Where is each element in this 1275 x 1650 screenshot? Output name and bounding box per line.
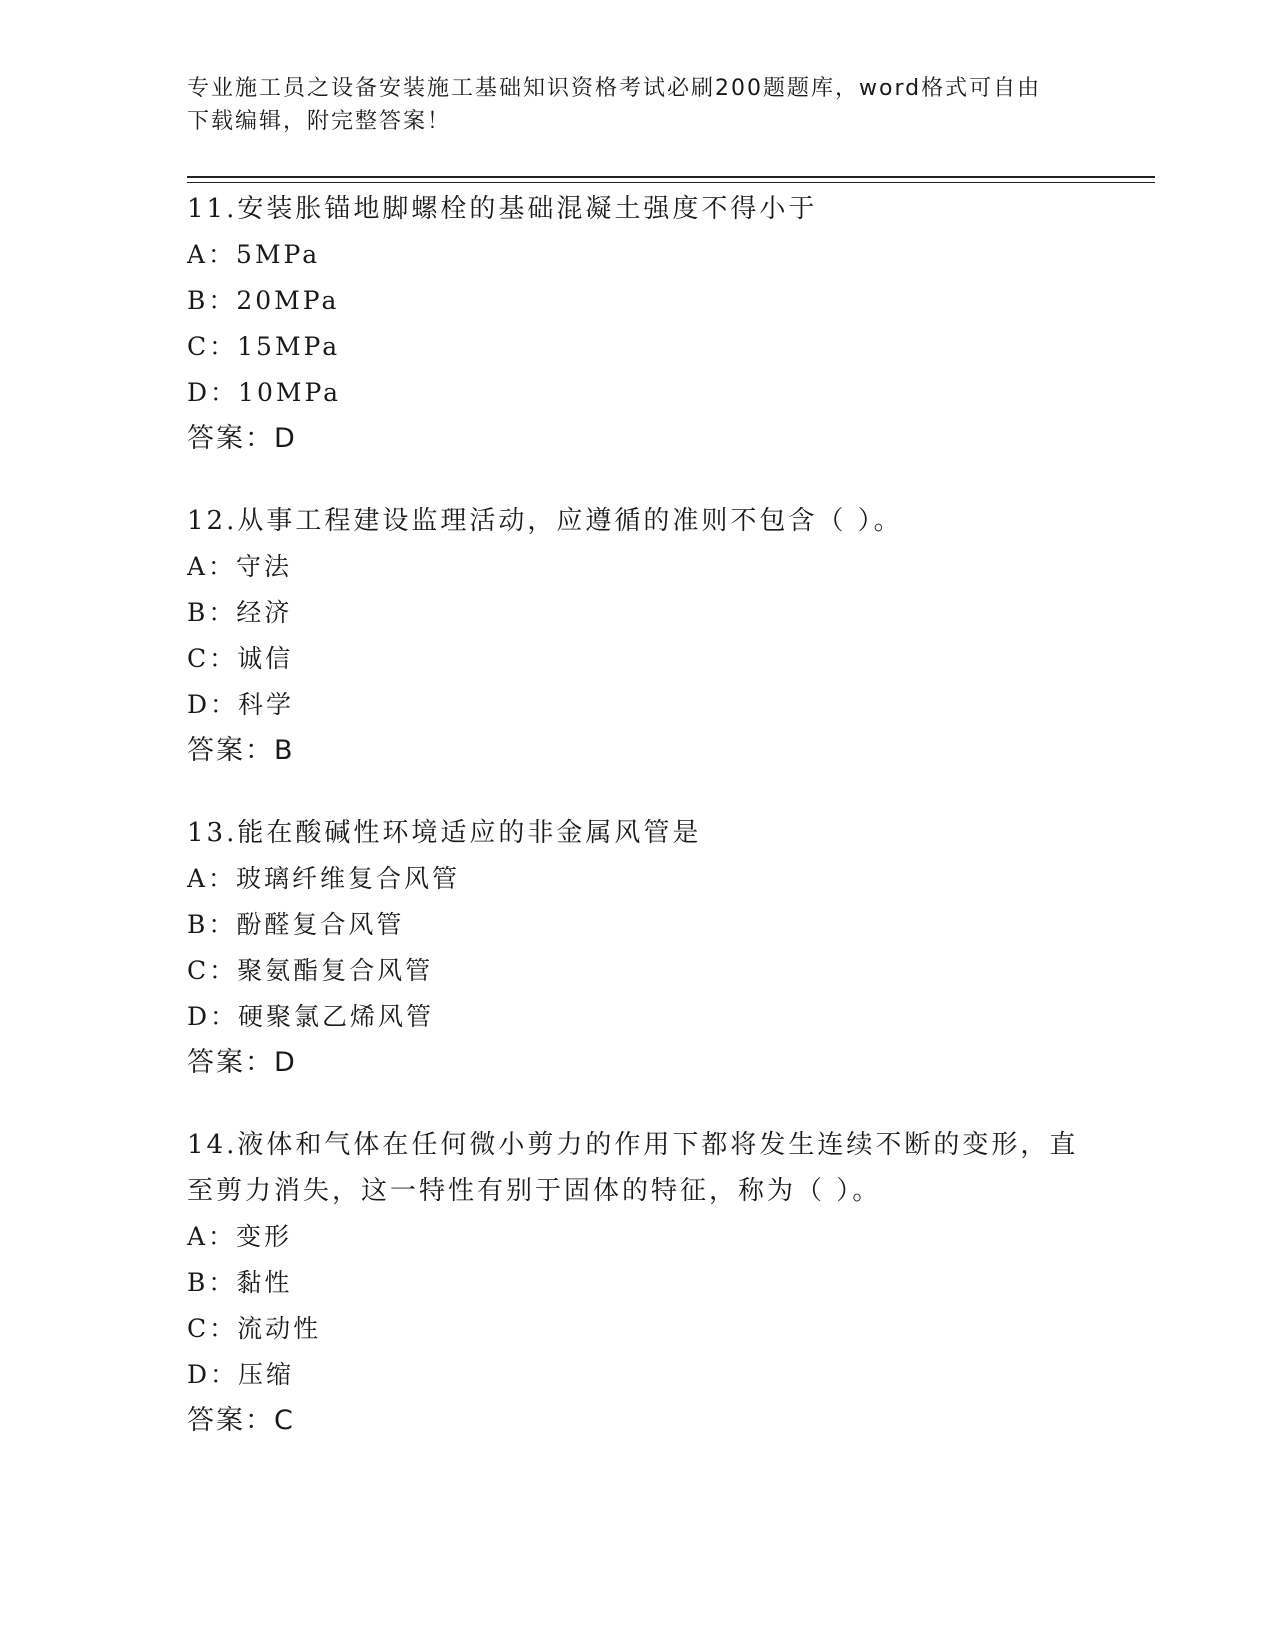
option-b: B：经济 (187, 598, 293, 627)
question-stem: 13.能在酸碱性环境适应的非金属风管是 (187, 818, 702, 848)
question-stem-line-1: 14.液体和气体在任何微小剪力的作用下都将发生连续不断的变形，直 (187, 1130, 1079, 1160)
header-line-1: 专业施工员之设备安装施工基础知识资格考试必刷200题题库，word格式可自由 (187, 76, 1042, 101)
option-c: C：流动性 (187, 1314, 322, 1343)
question-12 (187, 498, 1087, 774)
option-c: C：聚氨酯复合风管 (187, 956, 434, 985)
header-line-2: 下载编辑，附完整答案！ (187, 109, 452, 134)
question-13 (187, 810, 1087, 1086)
question-14 (187, 1122, 1087, 1444)
question-stem-line-2: 至剪力消失，这一特性有别于固体的特征，称为（ ）。 (187, 1176, 882, 1206)
option-d: D：硬聚氯乙烯风管 (187, 1002, 435, 1031)
document-header (187, 72, 1087, 138)
option-d: D：科学 (187, 690, 295, 719)
option-d: D：压缩 (187, 1360, 295, 1389)
question-11 (187, 186, 1087, 462)
answer: 答案：B (187, 735, 295, 766)
option-a: A：守法 (187, 552, 293, 581)
answer: 答案：D (187, 1047, 297, 1078)
option-a: A：5MPa (187, 240, 321, 269)
option-a: A：玻璃纤维复合风管 (187, 864, 461, 893)
option-a: A：变形 (187, 1222, 293, 1251)
option-d: D：10MPa (187, 378, 342, 407)
answer: 答案：C (187, 1405, 295, 1436)
option-b: B：酚醛复合风管 (187, 910, 405, 939)
option-b: B：黏性 (187, 1268, 293, 1297)
question-stem: 11.安装胀锚地脚螺栓的基础混凝土强度不得小于 (187, 194, 818, 224)
question-stem: 12.从事工程建设监理活动，应遵循的准则不包含（ ）。 (187, 506, 903, 536)
header-divider-thick (187, 176, 1155, 178)
option-b: B：20MPa (187, 286, 340, 315)
option-c: C：诚信 (187, 644, 294, 673)
answer: 答案：D (187, 423, 297, 454)
header-divider-thin (187, 182, 1155, 183)
option-c: C：15MPa (187, 332, 341, 361)
